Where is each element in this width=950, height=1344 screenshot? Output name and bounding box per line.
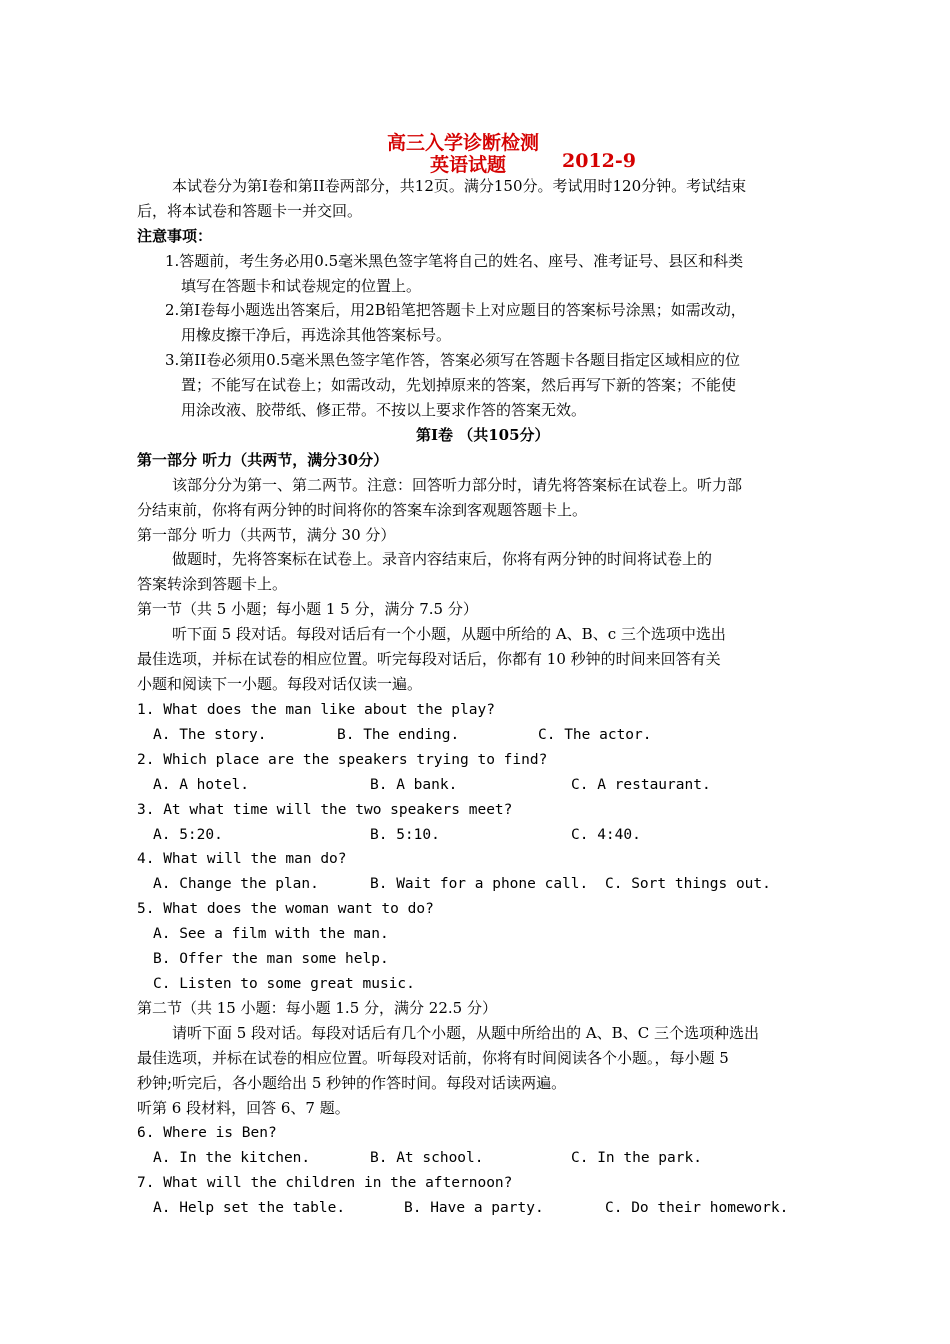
note-2a: 2.第I卷每小题选出答案后，用2B铅笔把答题卡上对应题目的答案标号涂黑；如需改动， <box>165 301 746 319</box>
notes-heading: 注意事项： <box>137 227 213 245</box>
volume-1-heading: 第I卷 （共105分） <box>416 426 550 444</box>
question-2: 2. Which place are the speakers trying to find? <box>137 752 548 768</box>
exam-title: 高三入学诊断检测 <box>387 132 540 154</box>
note-1a: 1.答题前，考生务必用0.5毫米黑色签字笔将自己的姓名、座号、准考证号、县区和科类 <box>165 252 744 270</box>
question-6: 6. Where is Ben? <box>137 1125 277 1141</box>
section-2-desc-2: 最佳选项，并标在试卷的相应位置。听每段对话前，你将有时间阅读各个小题。，每小题 5 <box>137 1049 729 1067</box>
part-1-para-2: 分结束前，你将有两分钟的时间将你的答案车涂到客观题答题卡上。 <box>137 501 588 519</box>
q5-option-b: B. Offer the man some help. <box>153 951 389 967</box>
q4-option-a: A. Change the plan. <box>153 876 319 892</box>
question-3: 3. At what time will the two speakers meet? <box>137 802 513 818</box>
q6-option-b: B. At school. <box>370 1150 484 1166</box>
material-6-heading: 听第 6 段材料，回答 6、7 题。 <box>137 1099 350 1117</box>
part-1-heading-2: 第一部分 听力（共两节，满分 30 分） <box>137 526 396 544</box>
question-7: 7. What will the children in the afternoon? <box>137 1175 513 1191</box>
part-1-para-4: 答案转涂到答题卡上。 <box>137 575 288 593</box>
part-1-para-1: 该部分分为第一、第二两节。注意：回答听力部分时，请先将答案标在试卷上。听力部 <box>172 476 743 494</box>
q3-option-b: B. 5:10. <box>370 827 440 843</box>
section-1-desc-3: 小题和阅读下一小题。每段对话仅读一遍。 <box>137 675 423 693</box>
question-4: 4. What will the man do? <box>137 851 347 867</box>
q7-option-b: B. Have a party. <box>404 1200 544 1216</box>
q7-option-a: A. Help set the table. <box>153 1200 346 1216</box>
section-1-heading: 第一节（共 5 小题；每小题 1 5 分，满分 7.5 分） <box>137 600 478 618</box>
q1-option-c: C. The actor. <box>538 727 652 743</box>
q3-option-a: A. 5:20. <box>153 827 223 843</box>
question-5: 5. What does the woman want to do? <box>137 901 434 917</box>
q4-option-b: B. Wait for a phone call. <box>370 876 589 892</box>
section-2-desc-1: 请听下面 5 段对话。每段对话后有几个小题，从题中所给出的 A、B、C 三个选项种选出 <box>172 1024 759 1042</box>
section-2-desc-3: 秒钟;听完后，各小题给出 5 秒钟的作答时间。每段对话读两遍。 <box>137 1074 567 1092</box>
part-1-para-3: 做题时，先将答案标在试卷上。录音内容结束后，你将有两分钟的时间将试卷上的 <box>172 550 713 568</box>
q5-option-a: A. See a film with the man. <box>153 926 389 942</box>
section-2-heading: 第二节（共 15 小题：每小题 1.5 分，满分 22.5 分） <box>137 999 497 1017</box>
note-3c: 用涂改液、胶带纸、修正带。不按以上要求作答的答案无效。 <box>181 401 587 419</box>
part-1-heading: 第一部分 听力（共两节，满分30分） <box>137 451 389 469</box>
intro-line-2: 后，将本试卷和答题卡一并交回。 <box>137 202 363 220</box>
q6-option-c: C. In the park. <box>571 1150 702 1166</box>
note-3a: 3.第II卷必须用0.5毫米黑色签字笔作答，答案必须写在答题卡各题目指定区域相应的位 <box>165 351 741 369</box>
q6-option-a: A. In the kitchen. <box>153 1150 311 1166</box>
q4-option-c: C. Sort things out. <box>605 876 771 892</box>
q7-option-c: C. Do their homework. <box>605 1200 789 1216</box>
intro-line-1: 本试卷分为第I卷和第II卷两部分，共12页。满分150分。考试用时120分钟。考试结束 <box>172 177 747 195</box>
note-2b: 用橡皮擦干净后，再选涂其他答案标号。 <box>181 326 452 344</box>
note-1b: 填写在答题卡和试卷规定的位置上。 <box>181 277 422 295</box>
exam-subtitle: 英语试题 <box>430 154 507 176</box>
q3-option-c: C. 4:40. <box>571 827 641 843</box>
q2-option-c: C. A restaurant. <box>571 777 711 793</box>
q2-option-b: B. A bank. <box>370 777 458 793</box>
q1-option-a: A. The story. <box>153 727 267 743</box>
note-3b: 置；不能写在试卷上；如需改动，先划掉原来的答案，然后再写下新的答案；不能使 <box>181 376 737 394</box>
q1-option-b: B. The ending. <box>337 727 460 743</box>
section-1-desc-2: 最佳选项，并标在试卷的相应位置。听完每段对话后，你都有 10 秒钟的时间来回答有关 <box>137 650 721 668</box>
q5-option-c: C. Listen to some great music. <box>153 976 415 992</box>
question-1: 1. What does the man like about the play? <box>137 702 495 718</box>
section-1-desc-1: 听下面 5 段对话。每段对话后有一个小题，从题中所给的 A、B、c 三个选项中选出 <box>172 625 726 643</box>
q2-option-a: A. A hotel. <box>153 777 250 793</box>
exam-date: 2012-9 <box>562 150 636 172</box>
